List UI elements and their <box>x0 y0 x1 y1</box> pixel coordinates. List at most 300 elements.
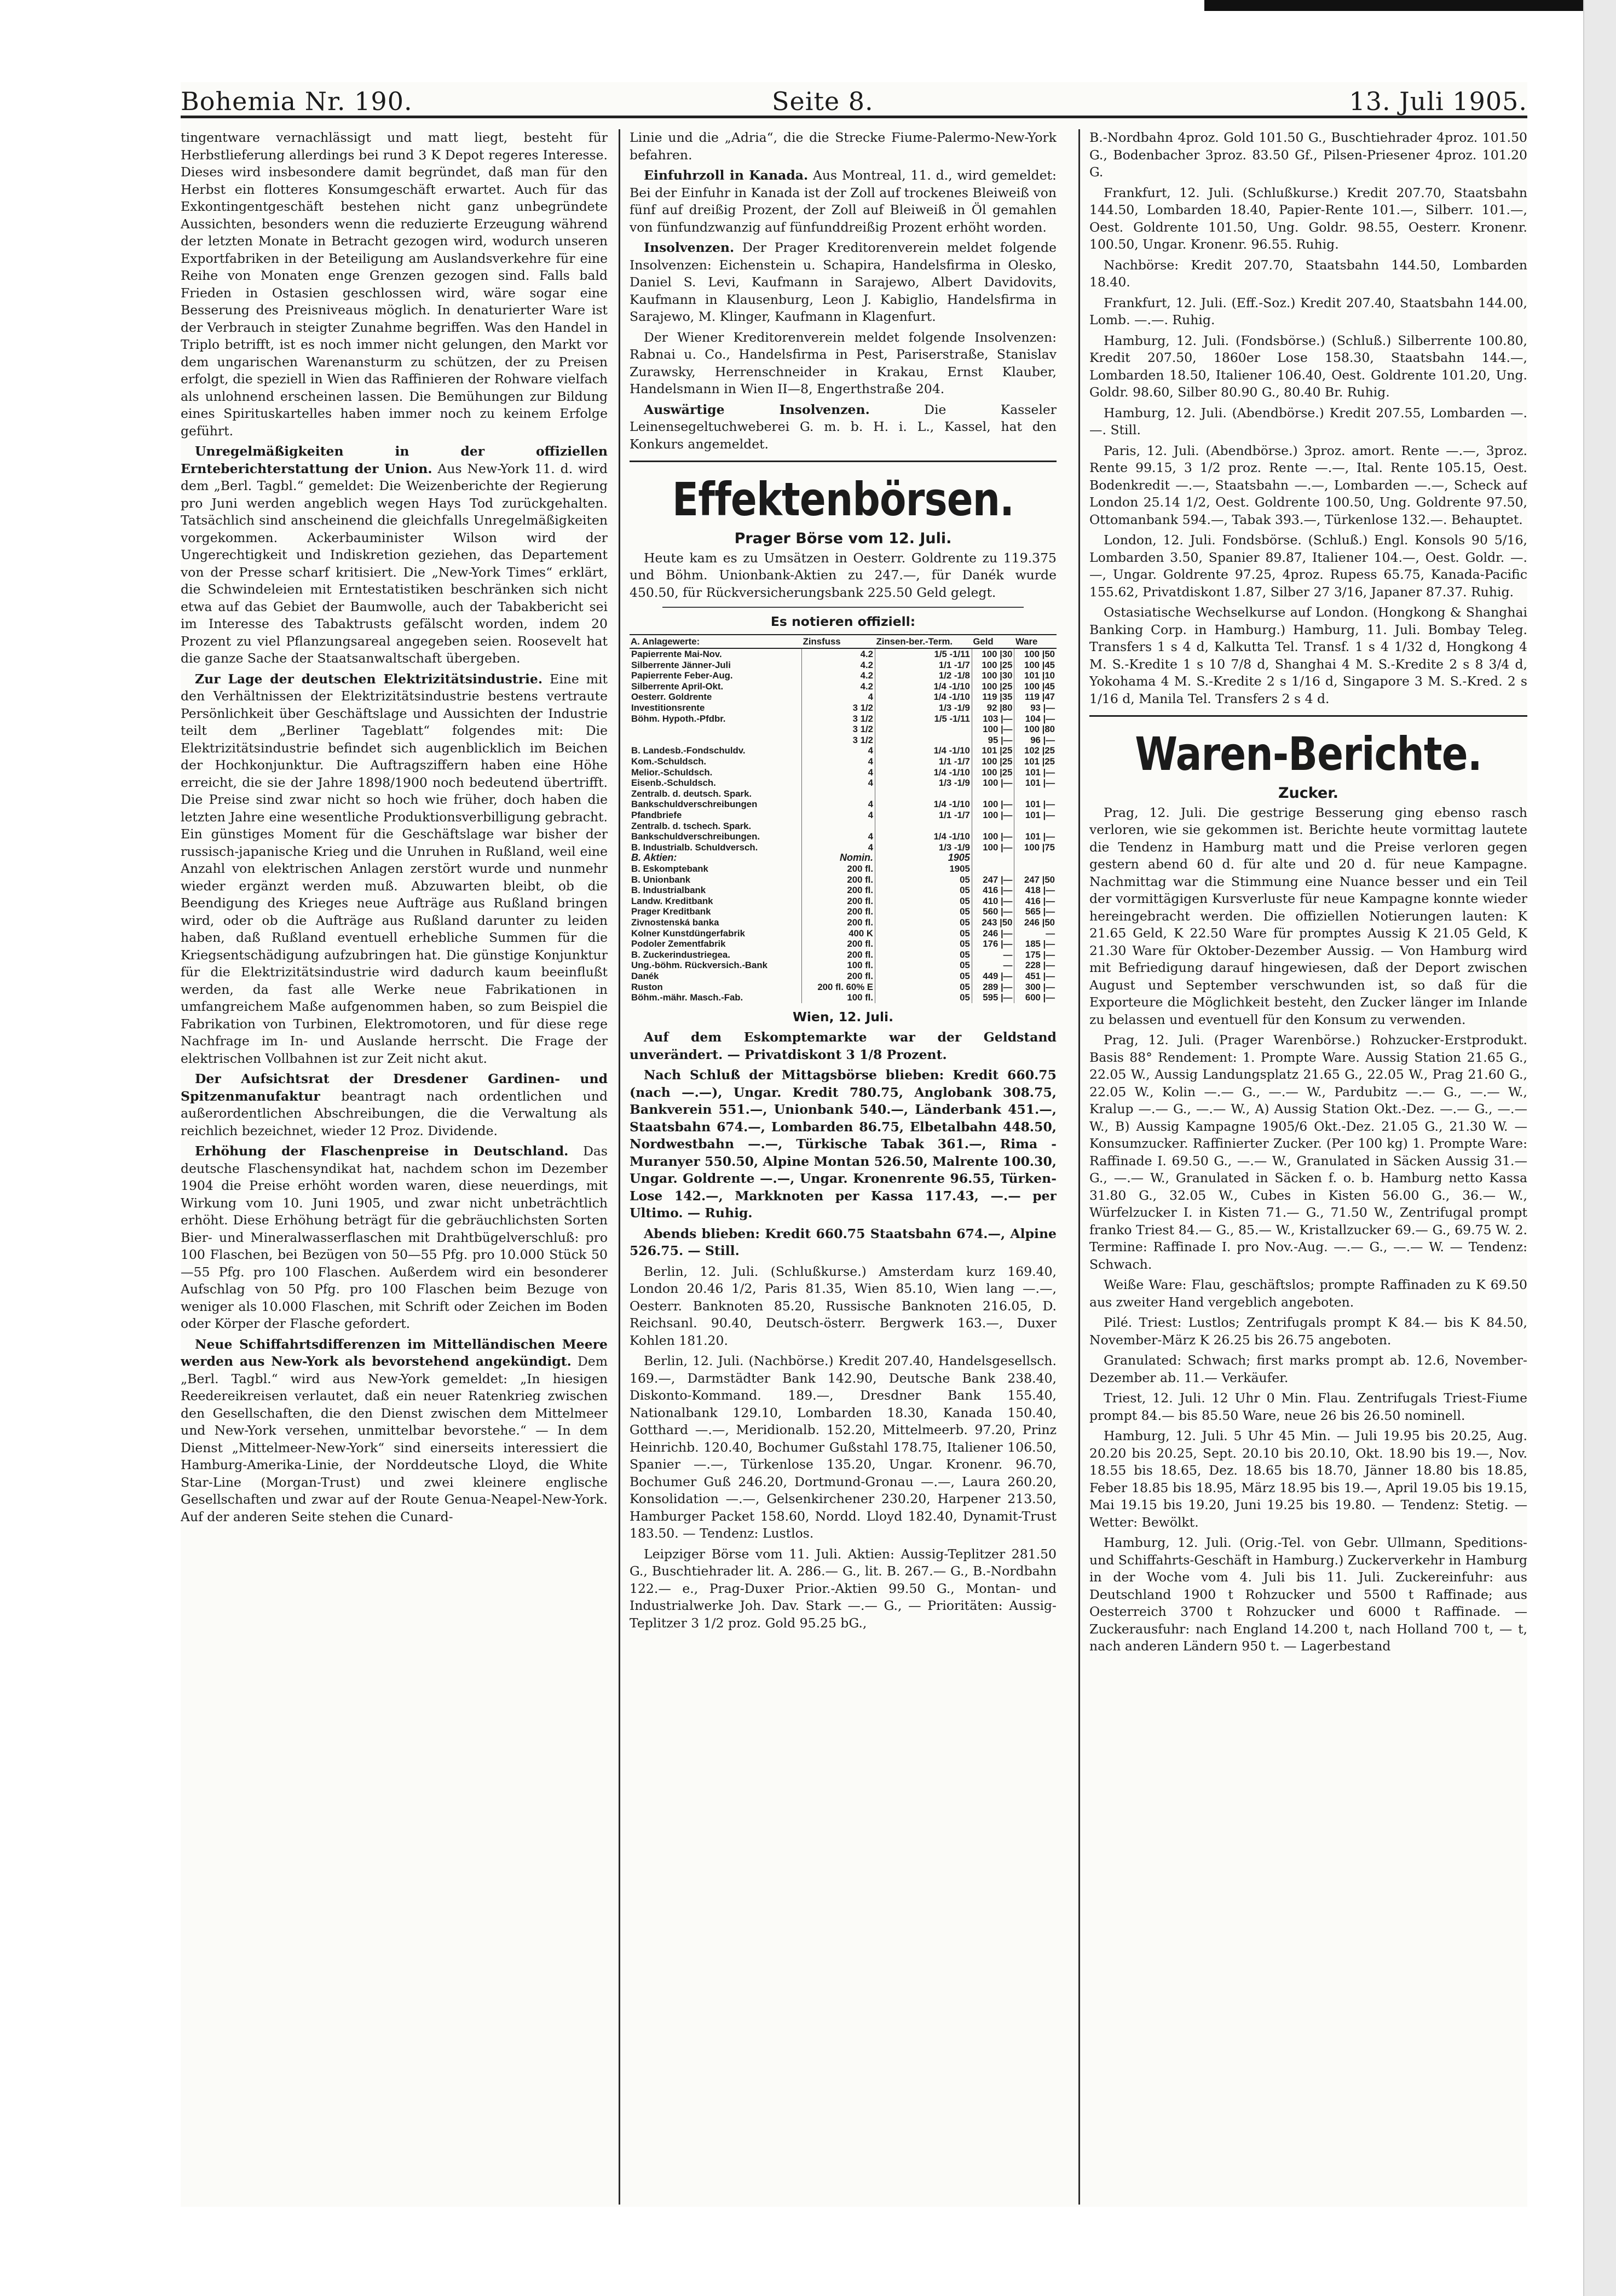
table-cell: 1/4 -1/10 <box>875 745 972 756</box>
table-cell: Zentralb. d. deutsch. Spark. <box>631 788 752 799</box>
table-cell <box>972 821 1014 832</box>
article <box>630 401 1057 453</box>
table-row <box>630 982 1057 993</box>
table-cell: 100 |25 <box>972 681 1014 692</box>
table-row <box>630 853 1057 864</box>
table-header: Geld <box>972 635 1014 649</box>
market-report: Wien, 12. Juli. <box>792 1009 894 1025</box>
waren-subtitle: Zucker. <box>1278 785 1339 802</box>
newspaper-page <box>181 82 1527 2207</box>
table-cell: 246 |— <box>972 928 1014 939</box>
column-3 <box>1089 129 1527 2205</box>
column-2 <box>630 129 1057 2205</box>
market-report <box>1089 332 1527 401</box>
effekten-intro: Heute kam es zu Umsätzen in Oesterr. Goldrente zu 119.375 und Böhm. Unionbank-Aktien zu 247.—, für Danék wurde 450.50, für Rückversicherungsbank 225.50 Geld gelegt. <box>630 550 1057 600</box>
commodity-report <box>1089 1032 1527 1273</box>
table-cell: 05 <box>875 917 972 928</box>
table-cell: B. Industrialbank <box>631 885 706 896</box>
table-cell: 100 |25 <box>972 660 1014 671</box>
table-cell: B. Unionbank <box>631 874 691 885</box>
table-cell: 119 |35 <box>972 692 1014 703</box>
market-report <box>1089 129 1527 181</box>
table-cell: 289 |— <box>972 982 1014 993</box>
article-text: Eine mit den Verhältnissen der Elektrizitätsindustrie bestens vertraute Persönlichkeit über Geschäftslage und Aussichten der Industrie teilt dem „Berliner Tageblatt“ folgendes mit: Die Elektrizitätsindustrie befindet sich augenblicklich im Beichen der Hochkonjunktur. Die Auftragsziffern haben eine Höhe erreicht, die sie der Jahre 1898/1900 noch bedeutend übertrifft. Die Preise sind zwar nicht so hoch wie früher, doch haben die letzten Jahre eine wesentliche Produktionsverbilligung gebracht. Ein günstiges Moment für die Geschäftslage war bisher der russisch-japanische Krieg und die Unruhen in Rußland, weil eine Anzahl von elektrischen Anlagen zerstört wurde und nunmehr wieder ergänzt werden muß. Abzuwarten bleibt, ob die Beendigung des Krieges neue Aufträge aus Rußland bringen wird, oder ob die Aufträge aus Rußland darunter zu leiden haben, daß Rußland eventuell erhebliche Summen für die Kriegsentschädigung aufzubringen hat. Die günstige Konjunktur für die Elektrizitätsindustrie wird dadurch kaum beeinflußt werden, da fast alle Werke neue Fabrikationen in umfangreichem Maße aufgenommen haben, so zum Beispiel die Fabrikation von Turbinen, Elektromotoren, und für diese rege Nachfrage im In- und Auslande herrscht. Die Frage der elektrischen Vollbahnen ist zur Zeit nicht akut. <box>181 671 608 1066</box>
notieren-label: Es notieren offiziell: <box>770 614 916 629</box>
table-cell: 4 <box>802 692 875 703</box>
table-cell: 1/4 -1/10 <box>875 767 972 778</box>
divider <box>662 607 1024 608</box>
table-cell: 4 <box>802 756 875 767</box>
article-text: Hamburg, 12. Juli. (Orig.-Tel. von Gebr. Ullmann, Speditions- und Schiffahrts-Geschäft in Hamburg.) Zuckerverkehr in Hamburg in der Woche vom 4. Juli bis 11. Juli. Zuckereinfuhr: aus Deutschland 1900 t Rohzucker und 5500 t Raffinade; aus Oesterreich 3700 t Rohzucker und 6000 t Raffinade. — Zuckerausfuhr: nach England 14.200 t, nach Holland 700 t, — t, nach anderen Ländern 950 t. — Lagerbestand <box>1089 1535 1527 1654</box>
table-cell: 200 fl. <box>802 896 875 907</box>
article-text: Berlin, 12. Juli. (Nachbörse.) Kredit 207.40, Handelsgesellsch. 169.—, Darmstädter Bank 142.90, Deutsche Bank 238.40, Diskonto-Kommand. 189.—, Dresdner Bank 155.40, Nationalbank 129.10, Lombarden 18.30, Kanada 150.40, Gotthard —.—, Meridionalb. 152.20, Mittelmeerb. 97.20, Prinz Heinrichb. 120.40, Bochumer Gußstahl 178.75, Italiener 106.50, Spanier —.—, Türkenlose 135.20, Ungar. Kronenr. 96.70, Bochumer Guß 246.20, Dortmund-Gronau —.—, Laura 260.20, Konsolidation —.—, Gelsenkirchener 230.20, Harpener 213.50, Hamburger Packet 158.60, Nordd. Lloyd 182.40, Dynamit-Trust 183.50. — Tendenz: Lustlos. <box>630 1353 1057 1541</box>
table-cell: — <box>972 950 1014 960</box>
table-cell: 05 <box>875 928 972 939</box>
table-cell: Nomin. <box>802 853 875 864</box>
table-cell: 101 |— <box>1014 810 1057 821</box>
table-cell: 451 |— <box>1014 971 1057 982</box>
table-cell: Ung.-böhm. Rückversich.-Bank <box>631 960 767 971</box>
table-cell: 101 |10 <box>1014 670 1057 681</box>
table-cell: 565 |— <box>1014 906 1057 917</box>
article <box>181 1143 608 1333</box>
table-cell: 3 1/2 <box>802 735 875 746</box>
table-cell: 300 |— <box>1014 982 1057 993</box>
commodity-report <box>1089 804 1527 1029</box>
table-row <box>630 713 1057 724</box>
article-text: B.-Nordbahn 4proz. Gold 101.50 G., Buschtiehrader 4proz. 101.50 G., Bodenbacher 3proz. 83.50 Gf., Pilsen-Priesener 4proz. 101.20 G. <box>1089 130 1527 180</box>
table-cell: 104 |— <box>1014 713 1057 724</box>
table-cell: 3 1/2 <box>802 703 875 713</box>
table-row <box>630 917 1057 928</box>
table-cell <box>1014 789 1057 799</box>
table-cell: 100 |45 <box>1014 681 1057 692</box>
table-cell: 1/5 -1/11 <box>875 713 972 724</box>
table-cell: 05 <box>875 971 972 982</box>
table-header: Zinsfuss <box>802 635 875 649</box>
table-row <box>630 703 1057 713</box>
article-text: Der Wiener Kreditorenverein meldet folgende Insolvenzen: Rabnai u. Co., Handelsfirma in Pest, Pariserstraße, Stanislav Zurawsky, Herrenschneider in Krakau, Ernst Klauber, Handelsmann in Wien II—8, Engerthstraße 204. <box>630 329 1057 396</box>
table-cell: B. Aktien: <box>631 852 677 864</box>
table-row <box>630 960 1057 971</box>
article <box>630 329 1057 398</box>
table-row <box>630 745 1057 756</box>
article <box>181 443 608 667</box>
article <box>181 1336 608 1526</box>
article-text: London, 12. Juli. Fondsbörse. (Schluß.) Engl. Konsols 90 5/16, Lombarden 3.50, Spanier 89.87, Italiener 104.—, Oest. Goldr. —.—, Ungar. Goldrente 97.25, 4proz. Rupess 65.75, Kanada-Pacific 155.62, Privatdiskont 1.87, Silber 27 3/16, Japaner 87.37. Ruhig. <box>1089 532 1527 600</box>
table-row <box>630 799 1057 810</box>
article-text: Prag, 12. Juli. Die gestrige Besserung ging ebenso rasch verloren, wie sie gekommen ist. Berichte heute vormittag lautete die Tendenz in Hamburg matt und die Preise verloren gegen gestern abend 60 d. für alte und 20 d. für neue Kampagne. Nachmittag war die Stimmung eine Nuance besser und ein Teil der vormittägigen Kursverluste für neue Kampagne konnte wieder hereingebracht werden. Die offiziellen Notierungen lauten: K 21.65 Geld, K 22.50 Ware für promptes Aussig K 21.05 Geld, K 21.30 Ware für Oktober-Dezember Aussig. — Von Hamburg wird mit Befriedigung darauf hingewiesen, daß der Deport zwischen August und September verschwunden ist, so daß für die Exporteure die Möglichkeit besteht, den Zucker länger im Inlande zu belassen und eventuell für den Konsum zu verwenden. <box>1089 804 1527 1027</box>
table-cell <box>630 735 802 746</box>
table-cell: Böhm.-mähr. Masch.-Fab. <box>631 992 743 1003</box>
table-row <box>630 724 1057 735</box>
table-cell: 200 fl. <box>802 864 875 874</box>
table-row <box>630 842 1057 853</box>
table-cell: Kom.-Schuldsch. <box>631 756 707 767</box>
table-cell: Prager Kreditbank <box>631 906 711 917</box>
table-row <box>630 874 1057 885</box>
market-report <box>630 1353 1057 1543</box>
table-cell: 4 <box>802 842 875 853</box>
table-row <box>630 885 1057 896</box>
table-cell: 93 |— <box>1014 703 1057 713</box>
table-header: A. Anlagewerte: <box>630 635 802 649</box>
table-row <box>630 810 1057 821</box>
market-report: Nach Schluß der Mittagsbörse blieben: Kredit 660.75 (nach —.—), Ungar. Kredit 780.75, Anglobank 308.75, Bankverein 551.—, Unionbank 540.—, Länderbank 451.—, Staatsbahn 674.—, Lombarden 86.75, Elbetalbahn 448.50, Nordwestbahn —.—, Türkische Tabak 361.—, Rima - Muranyer 550.50, Alpine Montan 526.50, Malrente 100.30, Ungar. Goldrente —.—, Ungar. Kronenrente 96.55, Türken-Lose 142.—, Markknoten per Kassa 117.43, —.— per Ultimo. — Ruhig. <box>630 1067 1057 1221</box>
table-cell: 3 1/2 <box>802 724 875 735</box>
table-row <box>630 971 1057 982</box>
table-cell: Investitionsrente <box>631 703 705 713</box>
table-row <box>630 831 1057 842</box>
table-cell: 243 |50 <box>972 917 1014 928</box>
divider <box>630 461 1057 462</box>
table-cell: Silberrente April-Okt. <box>631 681 724 692</box>
table-cell <box>802 821 875 832</box>
market-report <box>1089 185 1527 254</box>
table-cell: 200 fl. <box>802 917 875 928</box>
table-cell: 05 <box>875 906 972 917</box>
table-cell: 100 |— <box>972 842 1014 853</box>
table-cell: 185 |— <box>1014 939 1057 950</box>
table-row <box>630 767 1057 778</box>
table-cell: Landw. Kreditbank <box>631 895 713 906</box>
table-cell: 92 |80 <box>972 703 1014 713</box>
table-cell: 05 <box>875 885 972 896</box>
table-cell: 3 1/2 <box>802 713 875 724</box>
table-row <box>630 660 1057 671</box>
table-cell: 200 fl. <box>802 971 875 982</box>
table-cell: 416 |— <box>1014 896 1057 907</box>
table-cell: 05 <box>875 896 972 907</box>
waren-reports <box>1089 804 1527 1655</box>
table-cell: 200 fl. <box>802 950 875 960</box>
article-text: Aus Montreal, 11. d., wird gemeldet: Bei der Einfuhr in Kanada ist der Zoll auf trockenes Bleiweiß von fünf auf dreißig Prozent, der Zoll auf Bleiweiß in Öl gemahlen von fünfundzwanzig auf fünfunddreißig Prozent erhöht worden. <box>630 168 1057 235</box>
article-text: Granulated: Schwach; first marks prompt ab. 12.6, November-Dezember ab. 11.— Verkäufer. <box>1089 1353 1527 1385</box>
table-cell: 100 |30 <box>972 670 1014 681</box>
table-cell: 100 |45 <box>1014 660 1057 671</box>
table-cell: 1/3 -1/9 <box>875 703 972 713</box>
table-cell <box>875 789 972 799</box>
table-cell: Oesterr. Goldrente <box>631 692 712 703</box>
table-cell: 200 fl. <box>802 874 875 885</box>
table-cell: 1/4 -1/10 <box>875 799 972 810</box>
table-cell: 05 <box>875 950 972 960</box>
table-cell: 101 |— <box>1014 799 1057 810</box>
article-heading: Erhöhung der Flaschenpreise in Deutschland. <box>195 1143 569 1159</box>
table-cell: B. Landesb.-Fondschuldv. <box>631 745 746 756</box>
commodity-report <box>1089 1352 1527 1386</box>
header-center: Seite 8. <box>772 87 874 116</box>
table-cell <box>802 789 875 799</box>
header-left: Bohemia Nr. 190. <box>181 87 413 116</box>
table-cell <box>1014 853 1057 864</box>
table-cell: 246 |50 <box>1014 917 1057 928</box>
article-text: tingentware vernachlässigt und matt liegt, besteht für Herbstlieferung allerdings bei rund 3 K Depot regeres Interesse. Dieses wird insbesondere damit begründet, daß man für den Herbst ein flotteres Konsumgeschäft erwartet. Auch für das Exkontingentgeschäft bestehen nicht ganz unbegründete Aussichten, besonders wenn die reduzierte Erzeugung während der letzten Monate in Betracht gezogen wird, wodurch unseren Exportfabriken in der Beteiligung am Auslandsverkehre für eine Reihe von Monaten enge Grenzen gezogen sind. Falls bald Frieden in Ostasien geschlossen wird, wäre sogar eine Besserung des Preisniveaus möglich. In denaturierter Ware ist der Verbrauch in steigter Zunahme begriffen. Was den Handel in Triplo betrifft, ist es noch immer nicht gelungen, den Markt vor dem ungarischen Warenansturm zu schützen, der zu Preisen erfolgt, die speziell in Wien das Raffinieren der Rohware vielfach als unlohnend erscheinen lassen. Die Bemühungen zur Bildung eines Spirituskartelles haben immer noch zu keinem Erfolge geführt. <box>181 130 608 439</box>
table-cell: B. Industrialb. Schuldversch. <box>631 842 758 853</box>
article-heading: Auswärtige Insolvenzen. <box>644 401 870 417</box>
table-cell: 4.2 <box>802 648 875 660</box>
article <box>630 167 1057 236</box>
table-row <box>630 928 1057 939</box>
article-heading: Neue Schiffahrtsdifferenzen im Mittelländischen Meere werden aus New-York als bevorstehend angekündigt. <box>181 1336 608 1369</box>
wien-reports <box>630 1009 1057 1632</box>
table-cell: 119 |47 <box>1014 692 1057 703</box>
article-text: Der Prager Kreditorenverein meldet folgende Insolvenzen: Eichenstein u. Schapira, Handelsfirma in Olesko, Daniel S. Levi, Kaufmann in Sarajewo, Albert Davidovits, Kaufmann in Klausenburg, Leon J. Kabiglio, Handelsfirma in Sarajewo, M. Klinger, Kaufmann in Klagenfurt. <box>630 240 1057 324</box>
table-cell: Papierrente Feber-Aug. <box>631 670 733 681</box>
table-cell: 95 |— <box>972 735 1014 746</box>
article <box>630 129 1057 164</box>
market-report: Abends blieben: Kredit 660.75 Staatsbahn 674.—, Alpine 526.75. — Still. <box>630 1225 1057 1259</box>
table-cell: — <box>972 960 1014 971</box>
table-cell <box>875 724 972 735</box>
table-cell: 1/1 -1/7 <box>875 810 972 821</box>
table-cell: 4 <box>802 745 875 756</box>
table-cell: 410 |— <box>972 896 1014 907</box>
table-cell <box>875 821 972 832</box>
commodity-report <box>1089 1428 1527 1531</box>
table-cell: 1/1 -1/7 <box>875 756 972 767</box>
table-cell: 176 |— <box>972 939 1014 950</box>
article-text: Weiße Ware: Flau, geschäftslos; prompte Raffinaden zu K 69.50 aus zweiter Hand vergeblich angeboten. <box>1089 1277 1527 1310</box>
article-text: Die Kasseler Leinensegeltuchweberei G. m. b. H. i. L., Kassel, hat den Konkurs angemeldet. <box>630 401 1057 452</box>
table-cell: Zivnostenská banka <box>631 917 719 928</box>
table-cell: 100 |25 <box>972 756 1014 767</box>
market-report <box>1089 257 1527 291</box>
table-row <box>630 778 1057 789</box>
effekten-subtitle: Prager Börse vom 12. Juli. <box>734 530 952 547</box>
market-report: Auf dem Eskomptemarkte war der Geldstand unverändert. — Privatdiskont 3 1/8 Prozent. <box>630 1029 1057 1062</box>
table-cell: 595 |— <box>972 992 1014 1003</box>
table-cell <box>1014 864 1057 874</box>
table-cell: 102 |25 <box>1014 745 1057 756</box>
commodity-report <box>1089 1276 1527 1311</box>
table-row <box>630 681 1057 692</box>
table-cell: 1905 <box>875 853 972 864</box>
article <box>630 239 1057 326</box>
table-cell: 101 |— <box>1014 831 1057 842</box>
table-cell: 4.2 <box>802 681 875 692</box>
article-text: Frankfurt, 12. Juli. (Schlußkurse.) Kredit 207.70, Staatsbahn 144.50, Lombarden 18.40, Papier-Rente 101.—, Silberr. 101.—, Oest. Goldrente 101.50, Ung. Goldr. 98.55, Oesterr. Kronenr. 100.50, Ungar. Kronenr. 96.55. Ruhig. <box>1089 185 1527 252</box>
article-text: Triest, 12. Juli. 12 Uhr 0 Min. Flau. Zentrifugals Triest-Fiume prompt 84.— bis 85.50 Ware, neue 26 bis 26.50 nominell. <box>1089 1390 1527 1423</box>
table-cell <box>875 735 972 746</box>
commodity-report <box>1089 1314 1527 1349</box>
table-cell: 1/5 -1/11 <box>875 648 972 660</box>
table-cell: 103 |— <box>972 713 1014 724</box>
table-cell: 1/4 -1/10 <box>875 692 972 703</box>
article <box>181 129 608 440</box>
table-cell: 600 |— <box>1014 992 1057 1003</box>
table-cell: 101 |— <box>1014 778 1057 789</box>
table-cell: Papierrente Mai-Nov. <box>631 649 722 660</box>
table-cell: 4.2 <box>802 660 875 671</box>
table-cell: 400 K <box>802 928 875 939</box>
table-cell: 560 |— <box>972 906 1014 917</box>
table-cell: Pfandbriefe <box>631 810 682 820</box>
column-2-articles <box>630 129 1057 453</box>
table-cell: 05 <box>875 960 972 971</box>
divider <box>1089 715 1527 717</box>
table-cell: 4.2 <box>802 670 875 681</box>
table-cell: Ruston <box>631 981 663 992</box>
table-cell: 100 |25 <box>972 767 1014 778</box>
table-cell <box>1014 821 1057 832</box>
article-heading: Insolvenzen. <box>644 240 735 255</box>
table-cell: 101 |25 <box>1014 756 1057 767</box>
table-cell: 1/4 -1/10 <box>875 831 972 842</box>
column-3-reports <box>1089 129 1527 707</box>
table-cell: Zentralb. d. tschech. Spark. <box>631 820 752 831</box>
market-report <box>1089 295 1527 329</box>
table-cell: 100 |30 <box>972 648 1014 660</box>
table-cell: Silberrente Jänner-Juli <box>631 659 731 670</box>
market-report <box>1089 405 1527 439</box>
table-cell <box>630 724 802 735</box>
article-text: Linie und die „Adria“, die die Strecke Fiume-Palermo-New-York befahren. <box>630 130 1057 163</box>
table-cell: 100 fl. <box>802 960 875 971</box>
table-cell: 1905 <box>875 864 972 874</box>
table-cell: 175 |— <box>1014 950 1057 960</box>
article-text: Paris, 12. Juli. (Abendbörse.) 3proz. amort. Rente —.—, 3proz. Rente 99.15, 3 1/2 proz. Rente —.—, Ital. Rente 105.15, Oest. Bodenkredit —.—, Staatsbahn —.—, Lombarden —.—, Scheck auf London 25.14 1/2, Oest. Goldrente 100.50, Ung. Goldrente 97.50, Ottomanbank 594.—, Tabak 393.—, Türkenlose 132.—. Behauptet. <box>1089 442 1527 527</box>
market-report <box>1089 442 1527 529</box>
table-row <box>630 789 1057 799</box>
effekten-title: Effektenbörsen. <box>672 473 1014 526</box>
article-text: Leipziger Börse vom 11. Juli. Aktien: Aussig-Teplitzer 281.50 G., Buschtiehrader lit. A. 286.— G., lit. B. 267.— G., B.-Nordbahn 122.— e., Prag-Duxer Prior.-Aktien 99.50 G., Montan- und Industrialwerke Joh. Dav. Stark —.— G., — Prioritäten: Aussig-Teplitzer 3 1/2 proz. Gold 95.25 bG., <box>630 1546 1057 1631</box>
table-row <box>630 896 1057 907</box>
table-cell: 1/4 -1/10 <box>875 681 972 692</box>
table-cell: B. Zuckerindustriegea. <box>631 949 730 960</box>
article-heading: Zur Lage der deutschen Elektrizitätsindustrie. <box>195 671 543 687</box>
table-row <box>630 939 1057 950</box>
table-cell: Danék <box>631 970 659 981</box>
table-cell: 200 fl. <box>802 906 875 917</box>
table-row <box>630 821 1057 832</box>
table-cell: 05 <box>875 939 972 950</box>
table-cell: B. Eskomptebank <box>631 863 708 874</box>
table-cell: 05 <box>875 982 972 993</box>
table-cell: Bankschuldverschreibungen <box>631 799 758 810</box>
table-row <box>630 992 1057 1003</box>
commodity-report <box>1089 1390 1527 1424</box>
article-text: Hamburg, 12. Juli. (Abendbörse.) Kredit 207.55, Lombarden —.—. Still. <box>1089 405 1527 438</box>
article <box>181 671 608 1068</box>
table-cell: 100 |— <box>972 810 1014 821</box>
table-cell: 100 |— <box>972 724 1014 735</box>
table-cell: 05 <box>875 874 972 885</box>
header-right: 13. Juli 1905. <box>1349 87 1527 116</box>
table-cell: 4 <box>802 778 875 789</box>
article-text: Berlin, 12. Juli. (Schlußkurse.) Amsterdam kurz 169.40, London 20.46 1/2, Paris 81.35, Wien 85.10, Wien lang —.—, Oesterr. Banknoten 85.20, Russische Banknoten 216.05, D. Reichsanl. 90.40, Deutsch-österr. Bergwerk 163.—, Duxer Kohlen 181.20. <box>630 1263 1057 1348</box>
article-text: Hamburg, 12. Juli. 5 Uhr 45 Min. — Juli 19.95 bis 20.25, Aug. 20.20 bis 20.25, Sept. 20.10 bis 20.10, Okt. 18.90 bis 19.—, Nov. 18.55 bis 18.65, Dez. 18.65 bis 18.70, Jänner 18.80 bis 18.85, Feber 18.85 bis 18.95, März 18.95 bis 19.—, April 19.05 bis 19.15, Mai 19.15 bis 19.20, Juni 19.25 bis 19.80. — Tendenz: Stetig. — Wetter: Bewölkt. <box>1089 1428 1527 1530</box>
table-cell: 101 |— <box>1014 767 1057 778</box>
article-text: Ostasiatische Wechselkurse auf London. (Hongkong & Shanghai Banking Corp. in Hamburg.) Hamburg, 11. Juli. Bombay Teleg. Transfers 1 s 4 d, Kalkutta Tel. Transf. 1 s 4 1/32 d, Hongkong 4 M. S.-Kredite 1 s 10 7/8 d, Shanghai 4 M. S.-Kredite 2 s 8 3/4 d, Yokohama 4 M. S.-Kredite 2 s 1/16 d, Singapore 3 M. S.-Kred. 2 s 1/16 d, Manila Tel. Transfers 2 s 4 d. <box>1089 605 1527 706</box>
table-cell: 101 |25 <box>972 745 1014 756</box>
article-text: Prag, 12. Juli. (Prager Warenbörse.) Rohzucker-Erstprodukt. Basis 88° Rendement: 1. Prompte Ware. Aussig Station 21.65 G., 22.05 W., Aussig Landungsplatz 21.65 G., 22.05 W., Prag 21.60 G., 22.05 W., Kolin —.— G., —.— W., Pardubitz —.— G., —.— W., Kralup —.— G., —.— W., A) Aussig Station Okt.-Dez. —.— G., —.— W., B) Aussig Kampagne 1905/6 Okt.-Dez. 21.05 G., 21.30 W. — Konsumzucker. Raffinierter Zucker. (Per 100 kg) 1. Prompte Ware: Raffinade I. 69.50 G., —.— W., Granulated in Säcken Aussig 31.— G., —.— W., Granulated in Säcken f. o. b. Hamburg netto Kassa 31.80 G., 32.05 W., Cubes in Kisten 56.00 G., 36.— W., Würfelzucker I. in Kisten 71.— G., 71.50 W., Zentrifugal prompt franko Triest 84.— G., 85.— W., Kristallzucker 69.— G., 69.75 W. 2. Termine: Raffinade I. pro Nov.-Aug. —.— G., —.— W. — Tendenz: Schwach. <box>1089 1032 1527 1272</box>
scan-right-edge <box>1583 0 1616 2296</box>
table-cell: 200 fl. <box>802 939 875 950</box>
market-report <box>1089 532 1527 601</box>
table-cell: 4 <box>802 767 875 778</box>
waren-title: Waren-Berichte. <box>1135 727 1482 781</box>
table-row <box>630 735 1057 746</box>
table-cell: 1/3 -1/9 <box>875 778 972 789</box>
table-cell: 4 <box>802 799 875 810</box>
table-cell: Podoler Zementfabrik <box>631 939 726 950</box>
table-cell: 05 <box>875 992 972 1003</box>
table-cell: 4 <box>802 810 875 821</box>
table-cell: 1/2 -1/8 <box>875 670 972 681</box>
table-cell <box>972 789 1014 799</box>
table-cell: Böhm. Hypoth.-Pfdbr. <box>631 713 726 724</box>
table-cell: 100 |50 <box>1014 648 1057 660</box>
article-text: beantragt nach ordentlichen und außerordentlichen Abschreibungen, die die Verwaltung als reichlich bezeichnet, wieder 12 Proz. Dividende. <box>181 1088 608 1138</box>
table-cell: 100 |— <box>972 799 1014 810</box>
scan-top-border <box>1204 0 1616 11</box>
column-1 <box>181 129 608 2205</box>
table-row <box>630 692 1057 703</box>
market-report <box>1089 604 1527 707</box>
article-text: Pilé. Triest: Lustlos; Zentrifugals prompt K 84.— bis K 84.50, November-März K 26.25 bis 26.75 angeboten. <box>1089 1315 1527 1348</box>
article-heading: Einfuhrzoll in Kanada. <box>644 168 809 183</box>
table-cell: 416 |— <box>972 885 1014 896</box>
article-heading: Unregelmäßigkeiten in der offiziellen Ernteberichterstattung der Union. <box>181 444 608 476</box>
table-cell: 247 |50 <box>1014 874 1057 885</box>
table-row <box>630 648 1057 660</box>
table-header: Ware <box>1014 635 1057 649</box>
article <box>181 1071 608 1140</box>
table-cell: Kolner Kunstdüngerfabrik <box>631 928 745 939</box>
article-text: Frankfurt, 12. Juli. (Eff.-Soz.) Kredit 207.40, Staatsbahn 144.00, Lomb. —.—. Ruhig. <box>1089 295 1527 327</box>
table-cell: Melior.-Schuldsch. <box>631 767 713 778</box>
commodity-report <box>1089 1534 1527 1655</box>
table-cell: 100 |80 <box>1014 724 1057 735</box>
column-rule-2 <box>1078 129 1080 2205</box>
column-rule-1 <box>619 129 620 2205</box>
table-cell: Eisenb.-Schuldsch. <box>631 778 716 789</box>
table-cell: 1/3 -1/9 <box>875 842 972 853</box>
article-text: Nachbörse: Kredit 207.70, Staatsbahn 144.50, Lombarden 18.40. <box>1089 257 1527 290</box>
article-text: Hamburg, 12. Juli. (Fondsbörse.) (Schluß.) Silberrente 100.80, Kredit 207.50, 1860er Lose 158.30, Staatsbahn 144.—, Lombarden 18.50, Italiener 106.40, Oest. Goldrente 101.20, Ung. Goldr. 98.60, Silber 80.90 G., 80.40 Br. Ruhig. <box>1089 332 1527 400</box>
table-row <box>630 670 1057 681</box>
table-cell: 100 |— <box>972 831 1014 842</box>
table-cell: 418 |— <box>1014 885 1057 896</box>
market-report <box>630 1546 1057 1632</box>
article-text: Aus New-York 11. d. wird dem „Berl. Tagbl.“ gemeldet: Die Weizenberichte der Regierung pro Juni werden angeblich wegen Hays Tod zurückgehalten. Tatsächlich sind anscheinend die gleichfalls Unregelmäßigkeiten vorgekommen. Ackerbauminister Wilson wird der Ungerechtigkeit und Indiskretion geziehen, das Departement von der Presse scharf kritisiert. Die „New-York Times“ erklärt, die Schwindeleien mit Erntestatistiken beschränken sich nicht etwa auf das Gebiet der Baumwolle, auch der Tabakbericht sei im Interesse des Tabaktrusts gefälscht worden, indem 20 Prozent zu viel Pflanzungsareal angegeben seien. Roosevelt hat die ganze Sache der Staatsanwaltschaft übergeben. <box>181 461 608 666</box>
table-cell: Bankschuldverschreibungen. <box>631 831 760 842</box>
table-cell: — <box>1014 928 1057 939</box>
table-row <box>630 950 1057 960</box>
table-cell: 228 |— <box>1014 960 1057 971</box>
table-row <box>630 906 1057 917</box>
table-cell: 247 |— <box>972 874 1014 885</box>
table-cell: 1/1 -1/7 <box>875 660 972 671</box>
market-table <box>630 634 1057 1003</box>
table-cell: 4 <box>802 831 875 842</box>
table-header: Zinsen-ber.-Term. <box>875 635 972 649</box>
table-cell: 200 fl. <box>802 885 875 896</box>
article-text: Das deutsche Flaschensyndikat hat, nachdem schon im Dezember 1904 die Preise erhöht worden waren, diese neuerdings, mit Wirkung vom 10. Juni 1905, und zwar nicht unbeträchtlich erhöht. Diese Erhöhung beträgt für die gebräuchlichsten Sorten Bier- und Mineralwasserflaschen mit Drahtbügelverschluß: pro 100 Flaschen, bei Bezügen von 50—55 Pfg. pro 10.000 Stück 50—55 Pfg. pro 100 Flaschen. Außerdem wird ein besonderer Aufschlag von 50 Pfg. pro 100 Flaschen beim Bezuge von weniger als 10.000 Flaschen, mit Schrift oder Zeichen im Boden oder Körper der Flasche gefordert. <box>181 1143 608 1331</box>
table-row <box>630 864 1057 874</box>
table-cell: 100 |— <box>972 778 1014 789</box>
table-cell <box>972 864 1014 874</box>
article-heading: Der Aufsichtsrat der Dresdener Gardinen- und Spitzenmanufaktur <box>181 1071 608 1104</box>
page-header <box>181 82 1527 118</box>
table-cell: 96 |— <box>1014 735 1057 746</box>
market-report <box>630 1263 1057 1350</box>
table-row <box>630 756 1057 767</box>
article-text: Dem „Berl. Tagbl.“ wird aus New-York gemeldet: „In hiesigen Reedereikreisen verlautet, daß ein neuer Ratenkrieg zwischen den Gesellschaften, die den Dienst zwischen dem Mittelmeer und New-York versehen, unmittelbar bevorstehe.“ — In dem Dienst „Mittelmeer-New-York“ sind einerseits interessiert die Hamburg-Amerika-Linie, der Norddeutsche Lloyd, die White Star-Line (Morgan-Trust) und zwei kleinere englische Gesellschaften und zwar auf der Route Genua-Neapel-New-York. Auf der anderen Seite stehen die Cunard- <box>181 1354 608 1524</box>
table-cell: 100 |75 <box>1014 842 1057 853</box>
table-cell: 100 fl. <box>802 992 875 1003</box>
